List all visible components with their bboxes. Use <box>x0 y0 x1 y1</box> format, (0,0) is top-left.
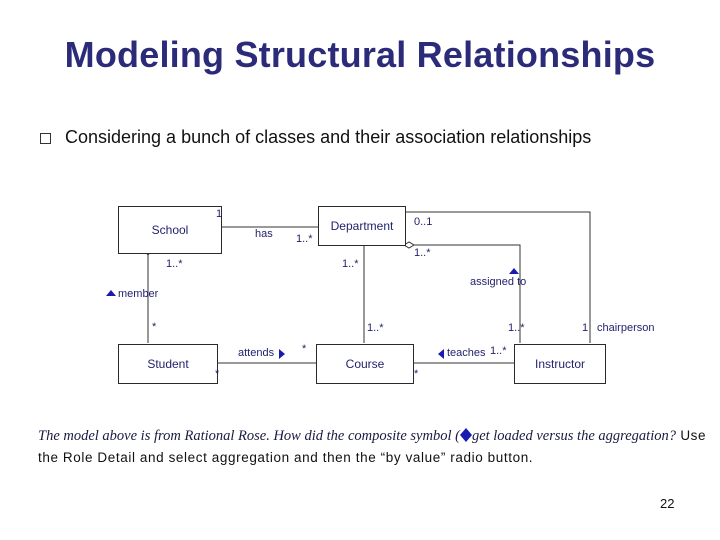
label-has: has <box>255 228 273 240</box>
class-course-label: Course <box>345 357 385 371</box>
mult-attends-course: * <box>302 343 307 355</box>
label-teaches: teaches <box>447 347 486 359</box>
caption-normal: Use the Role Detail and select aggregation and then the “by value” radio button. <box>38 428 707 465</box>
attends-direction-icon <box>279 349 285 359</box>
label-member: member <box>118 288 159 300</box>
teaches-direction-icon <box>438 349 444 359</box>
member-direction-icon <box>106 290 116 296</box>
class-school <box>118 206 222 254</box>
department-instructor-assigned <box>414 245 520 343</box>
mult-student-member: * <box>152 321 157 333</box>
mult-course-dept: 1..* <box>367 322 384 334</box>
label-assigned-to: assigned to <box>470 276 527 288</box>
mult-teaches-instructor: 1..* <box>490 345 507 357</box>
bullet-text: Considering a bunch of classes and their association relationships <box>65 127 592 147</box>
mult-dept-has: 1..* <box>296 233 313 245</box>
class-instructor <box>514 344 606 384</box>
assigned-direction-icon <box>509 268 519 274</box>
mult-school-has: 1 <box>216 208 223 220</box>
mult-dept-chair: 0..1 <box>414 216 433 228</box>
class-department <box>318 206 406 246</box>
mult-inst-assigned-bottom: 1..* <box>508 322 525 334</box>
caption <box>38 425 708 468</box>
label-chairperson: chairperson <box>597 322 655 334</box>
class-course <box>316 344 414 384</box>
composite-symbol-icon <box>460 428 472 442</box>
page-number: 22 <box>660 496 675 511</box>
mult-inst-assigned: 1..* <box>414 247 431 259</box>
mult-chairperson: 1 <box>582 322 589 334</box>
mult-teaches-course: * <box>414 368 419 380</box>
mult-school-member: 1..* <box>166 258 183 270</box>
caption-italic-1: The model above is from Rational Rose. How did the composite symbol ( <box>38 428 460 444</box>
class-department-label: Department <box>330 219 394 233</box>
slide-title: Modeling Structural Relationships <box>64 34 656 75</box>
caption-italic-2: get loaded versus the aggregation? <box>471 428 676 444</box>
label-attends: attends <box>238 347 275 359</box>
class-student <box>118 344 218 384</box>
class-school-label: School <box>151 223 189 237</box>
mult-attends-student: * <box>215 368 220 380</box>
mult-dept-course: 1..* <box>342 258 359 270</box>
class-student-label: Student <box>147 357 189 371</box>
class-instructor-label: Instructor <box>534 357 585 371</box>
